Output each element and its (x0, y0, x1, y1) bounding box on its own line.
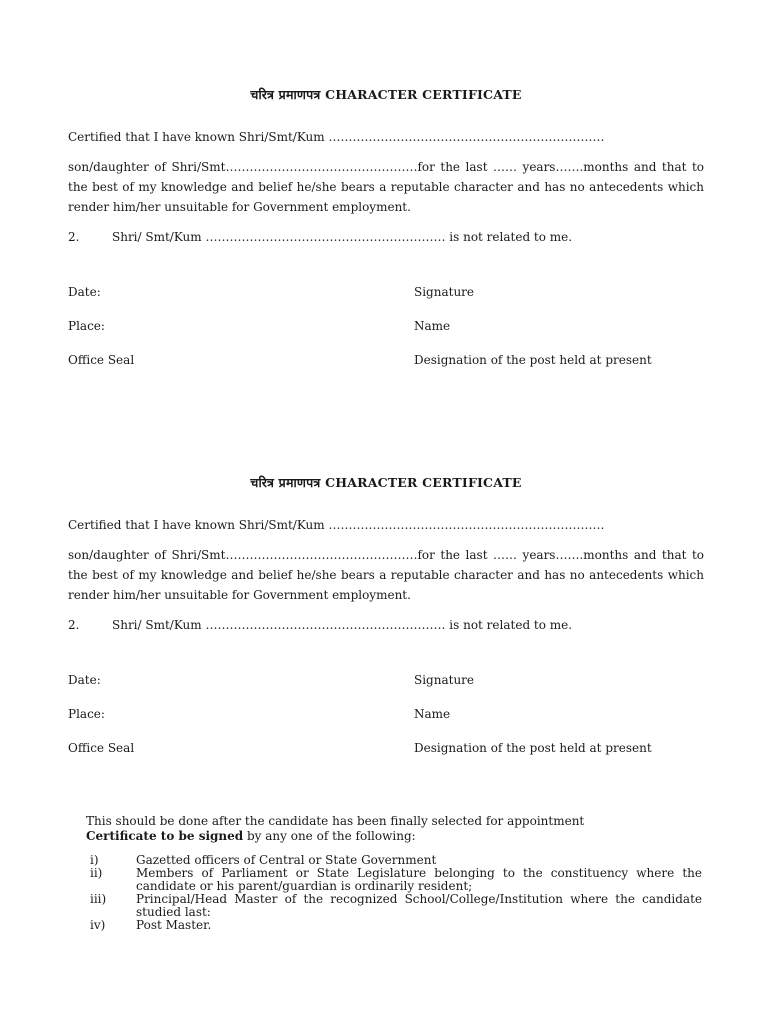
list-item-text: Members of Parliament or State Legislature belonging to the constituency where the candidate or his parent/guardian is ordinarily resident; (136, 866, 702, 893)
item-number: 2. (68, 230, 80, 244)
list-item-label: iv) (90, 918, 106, 932)
signature-block (68, 673, 704, 775)
signature-label: Signature (414, 673, 475, 687)
signing-authority-rest: by any one of the following: (243, 829, 416, 843)
signature-label: Signature (414, 285, 475, 299)
office-seal-label: Office Seal (68, 741, 135, 755)
list-item-label: iii) (90, 892, 107, 906)
list-item-text: Principal/Head Master of the recognized School/College/Institution where the candidate studied last: (136, 892, 702, 919)
known-person-line: Certified that I have known Shri/Smt/Kum …………………………………………………………… (68, 130, 605, 144)
authority-list (86, 854, 702, 932)
certificate-title: चरित्र प्रमाणपत्र CHARACTER CERTIFICATE (250, 87, 522, 102)
list-item-label: i) (90, 853, 99, 867)
known-person-line: Certified that I have known Shri/Smt/Kum …………………………………………………………… (68, 518, 605, 532)
not-related-statement (68, 615, 704, 635)
designation-label: Designation of the post held at present (414, 353, 652, 367)
designation-label: Designation of the post held at present (414, 741, 652, 755)
name-label: Name (414, 319, 451, 333)
item-number: 2. (68, 618, 80, 632)
character-statement: son/daughter of Shri/Smt…………………………………………for the last …… years…….months and that to the best of my knowledge and belief he/she bears a reputable character and has no antecedents which render him/her unsuitable for Government employment. (68, 160, 704, 214)
character-statement: son/daughter of Shri/Smt…………………………………………for the last …… years…….months and that to the best of my knowledge and belief he/she bears a reputable character and has no antecedents which render him/her unsuitable for Government employment. (68, 548, 704, 602)
list-item (86, 893, 702, 919)
place-label: Place: (68, 319, 105, 333)
signature-block (68, 285, 704, 387)
place-label: Place: (68, 707, 105, 721)
character-certificate-2 (68, 474, 704, 775)
selection-note: This should be done after the candidate has been finally selected for appointment (86, 814, 585, 828)
not-related-text: Shri/ Smt/Kum …………………………………………………… is not related to me. (112, 618, 573, 632)
name-label: Name (414, 707, 451, 721)
character-certificate-1 (68, 86, 704, 387)
signing-authority-bold: Certificate to be signed (86, 829, 244, 843)
not-related-statement (68, 227, 704, 247)
list-item (86, 867, 702, 893)
list-item-text: Gazetted officers of Central or State Government (136, 853, 437, 867)
office-seal-label: Office Seal (68, 353, 135, 367)
certificate-title: चरित्र प्रमाणपत्र CHARACTER CERTIFICATE (250, 475, 522, 490)
date-label: Date: (68, 285, 101, 299)
list-item (86, 919, 702, 932)
not-related-text: Shri/ Smt/Kum …………………………………………………… is not related to me. (112, 230, 573, 244)
signing-instructions (86, 814, 702, 932)
list-item-label: ii) (90, 866, 103, 880)
date-label: Date: (68, 673, 101, 687)
list-item-text: Post Master. (136, 918, 212, 932)
signing-authority-heading (86, 829, 702, 844)
